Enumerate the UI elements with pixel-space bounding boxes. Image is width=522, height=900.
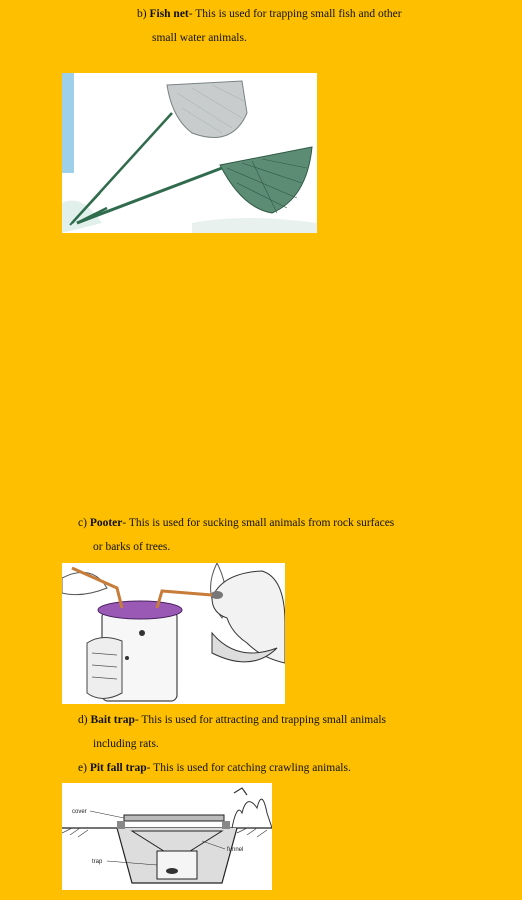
bait-trap-line-2 xyxy=(78,732,478,756)
item-marker: e) xyxy=(78,762,87,774)
item-term: Bait trap xyxy=(90,714,135,726)
item-term: Fish net xyxy=(149,8,189,20)
pit-fall-trap-line-1 xyxy=(78,756,478,780)
support-stone xyxy=(222,821,230,829)
fish-net-item xyxy=(137,2,467,50)
fish-net-illustration xyxy=(62,73,317,233)
insect-shape xyxy=(234,788,247,795)
item-marker: b) xyxy=(137,8,147,20)
pooter-illustration xyxy=(62,563,285,704)
item-term: Pit fall trap xyxy=(89,762,147,774)
pit-fall-trap-image xyxy=(62,783,272,890)
mouth-shape xyxy=(211,591,223,599)
grey-net xyxy=(70,81,247,225)
beetle-shape xyxy=(166,868,178,874)
item-marker: c) xyxy=(78,517,87,529)
hand-shape xyxy=(87,637,122,698)
insect-shape xyxy=(125,656,129,660)
item-description-continued: including rats. xyxy=(93,738,159,750)
fish-net-image xyxy=(62,73,317,233)
pit-fall-trap-illustration xyxy=(62,783,272,890)
plant-shape xyxy=(232,799,272,828)
water-splash xyxy=(192,218,317,233)
blue-edge xyxy=(62,73,74,173)
cover-label: cover xyxy=(72,809,87,815)
cover-board xyxy=(124,815,224,821)
fish-net-line-1 xyxy=(137,2,467,26)
bait-trap-item xyxy=(78,708,478,756)
pit-fall-trap-item xyxy=(78,756,478,780)
item-description: - This is used for sucking small animals from rock surfaces xyxy=(122,517,395,529)
item-description-continued: or barks of trees. xyxy=(93,541,171,553)
item-description-continued: small water animals. xyxy=(152,32,247,44)
tube-shape xyxy=(72,568,122,608)
item-description: - This is used for trapping small fish and other xyxy=(188,8,402,20)
insect-shape xyxy=(139,630,145,636)
funnel-label: funnel xyxy=(227,847,244,853)
label-leader xyxy=(90,811,124,818)
item-description: - This is used for attracting and trapping small animals xyxy=(134,714,387,726)
item-description: - This is used for catching crawling animals. xyxy=(146,762,351,774)
item-marker: d) xyxy=(78,714,88,726)
pooter-image xyxy=(62,563,285,704)
bait-trap-line-1 xyxy=(78,708,478,732)
leaf-shape xyxy=(62,572,107,594)
jar-label: trap xyxy=(92,859,103,865)
pooter-line-2 xyxy=(78,535,478,559)
support-stone xyxy=(117,821,125,829)
item-term: Pooter xyxy=(89,517,123,529)
green-net xyxy=(77,147,312,223)
pooter-item xyxy=(78,511,478,559)
pooter-lid xyxy=(98,601,182,619)
fish-net-line-2 xyxy=(137,26,467,50)
jar-shape xyxy=(157,851,197,879)
pooter-line-1 xyxy=(78,511,478,535)
